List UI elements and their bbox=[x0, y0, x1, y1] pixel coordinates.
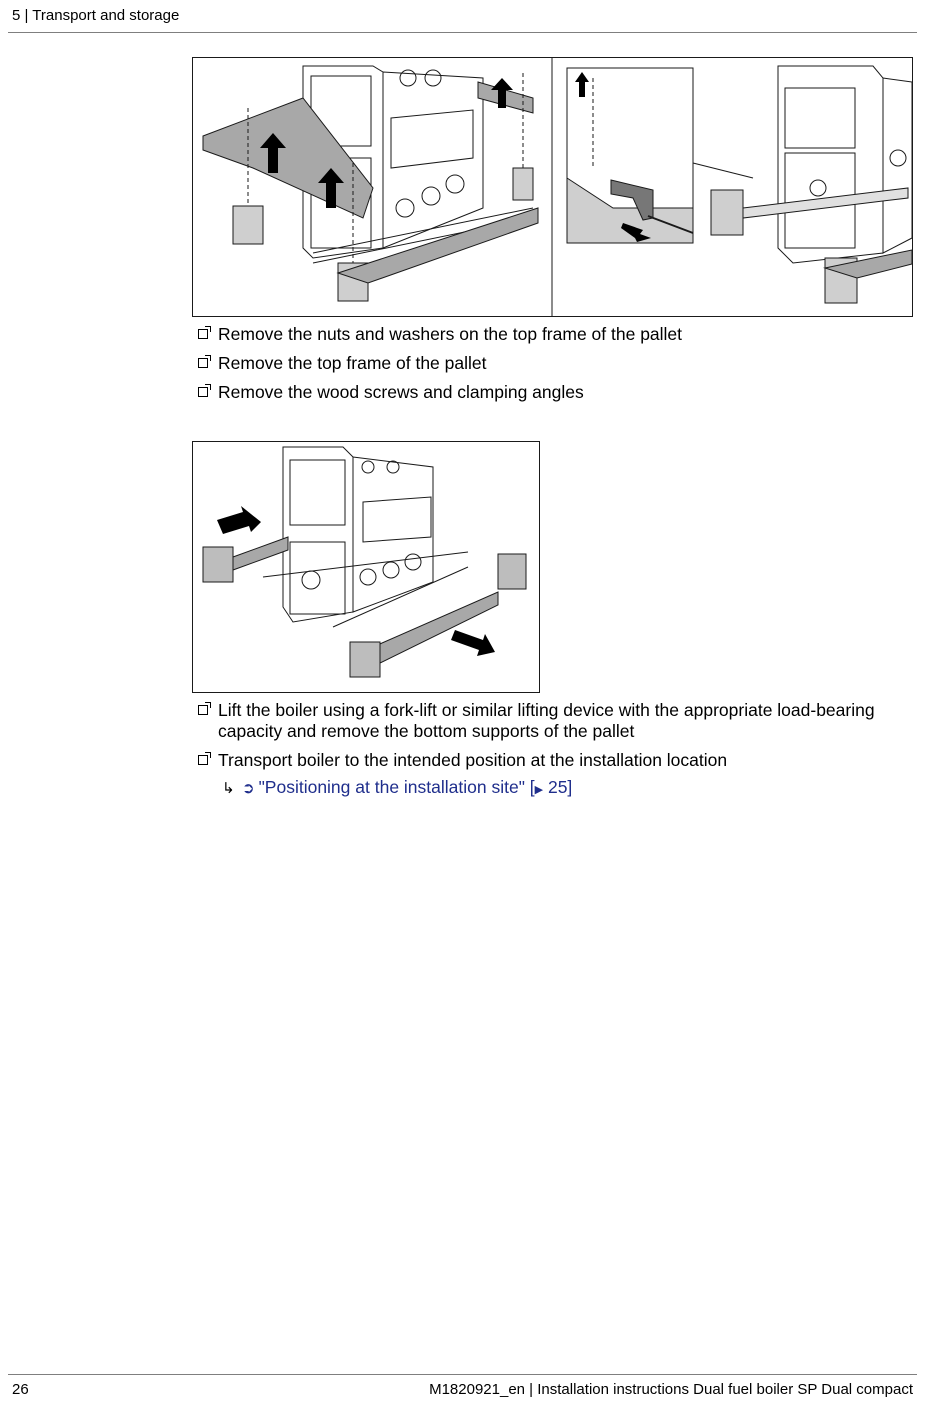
result-reference bbox=[222, 777, 572, 800]
link-arrow-icon: ➲ bbox=[242, 779, 255, 797]
step-text: Remove the top frame of the pallet bbox=[218, 353, 487, 373]
step-transport-boiler bbox=[195, 750, 907, 771]
step-text: Remove the wood screws and clamping angles bbox=[218, 382, 584, 402]
page-reference: 25] bbox=[543, 777, 573, 797]
step-list-2 bbox=[195, 700, 907, 771]
checkbox-icon bbox=[198, 705, 208, 715]
cross-reference-link[interactable] bbox=[242, 777, 572, 797]
step-list-1 bbox=[195, 324, 682, 403]
checkbox-icon bbox=[198, 358, 208, 368]
step-remove-wood-screws bbox=[195, 382, 682, 403]
checkbox-icon bbox=[198, 329, 208, 339]
step-text: Remove the nuts and washers on the top frame of the pallet bbox=[218, 324, 683, 344]
page-header bbox=[8, 6, 917, 33]
page-footer bbox=[8, 1374, 917, 1401]
link-text: "Positioning at the installation site" [ bbox=[258, 777, 535, 797]
figure-bottom-supports bbox=[192, 441, 540, 693]
checkbox-icon bbox=[198, 755, 208, 765]
page-ref-icon: ▶ bbox=[534, 783, 544, 796]
page-number: 26 bbox=[12, 1381, 29, 1398]
result-arrow-icon: ↳ bbox=[222, 779, 235, 797]
document-title: M1820921_en | Installation instructions Dual fuel boiler SP Dual compact bbox=[429, 1381, 913, 1398]
step-lift-boiler bbox=[195, 700, 907, 742]
figure-top-frame bbox=[192, 57, 913, 317]
pallet-top-frame-removal-illustration bbox=[193, 58, 912, 316]
step-remove-top-frame bbox=[195, 353, 682, 374]
step-text: Lift the boiler using a fork-lift or similar lifting device with the appropriate load-bearing capacity and remove the bottom supports of the pallet bbox=[218, 700, 875, 741]
section-title: 5 | Transport and storage bbox=[12, 7, 180, 24]
step-text: Transport boiler to the intended position at the installation location bbox=[218, 750, 728, 770]
step-remove-nuts bbox=[195, 324, 682, 345]
checkbox-icon bbox=[198, 387, 208, 397]
pallet-bottom-supports-illustration bbox=[193, 442, 539, 692]
